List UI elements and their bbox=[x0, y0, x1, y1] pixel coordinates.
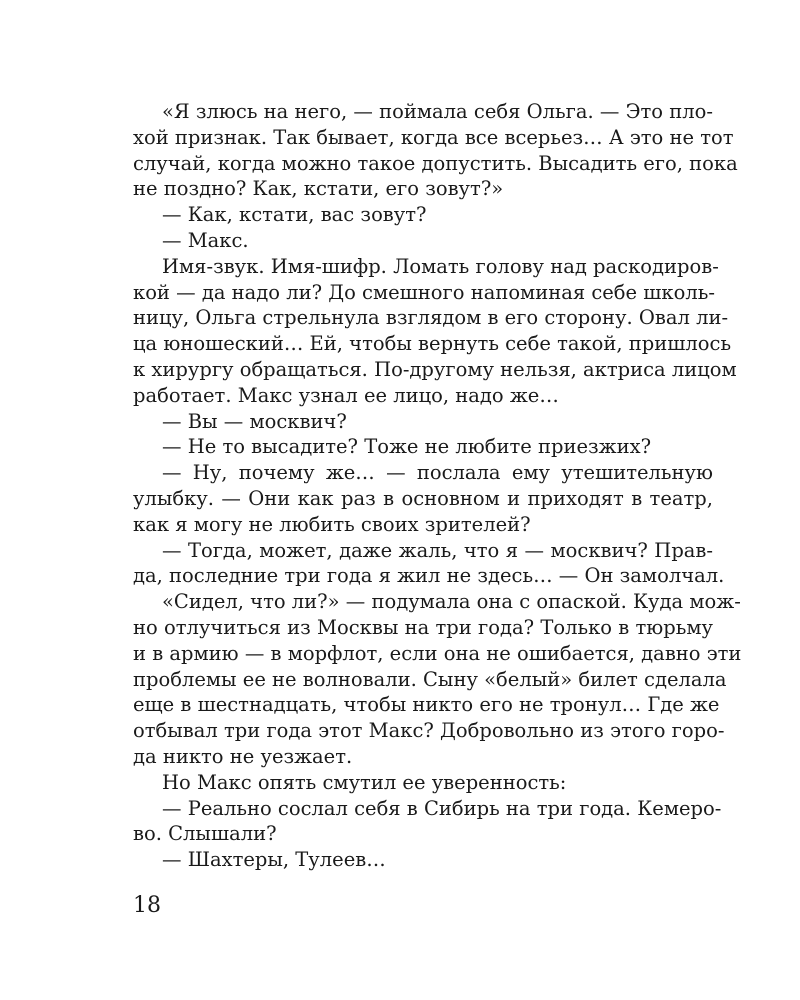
text-line: кой — да надо ли? До смешного напоминая себе школь- bbox=[133, 280, 715, 304]
page-number: 18 bbox=[133, 893, 161, 918]
text-line: — Как, кстати, вас зовут? bbox=[162, 203, 427, 227]
text-line: к хирургу обращаться. По-другому нельзя, актриса лицом bbox=[133, 357, 737, 381]
text-line: еще в шестнадцать, чтобы никто его не тронул… Где же bbox=[133, 693, 720, 717]
text-line: Имя-звук. Имя-шифр. Ломать голову над раскодиров- bbox=[162, 254, 719, 278]
text-line: улыбку. — Они как раз в основном и приходят в театр, bbox=[133, 486, 713, 510]
text-line: — Ну, почему же… — послала ему утешительную bbox=[162, 461, 713, 485]
text-line: работает. Макс узнал ее лицо, надо же… bbox=[133, 383, 559, 407]
text-line: — Шахтеры, Тулеев… bbox=[162, 848, 386, 872]
text-line: «Я злюсь на него, — поймала себя Ольга. — Это пло- bbox=[162, 100, 713, 123]
text-line: отбывал три года этот Макс? Добровольно из этого горо- bbox=[133, 719, 725, 743]
text-line: Но Макс опять смутил ее уверенность: bbox=[162, 770, 567, 794]
text-line: да, последние три года я жил не здесь… — Он замолчал. bbox=[133, 564, 725, 588]
text-line: «Сидел, что ли?» — подумала она с опаской. Куда мож- bbox=[162, 590, 741, 614]
text-line: не поздно? Как, кстати, его зовут?» bbox=[133, 177, 504, 201]
text-line: как я могу не любить своих зрителей? bbox=[133, 512, 531, 536]
text-line: — Тогда, может, даже жаль, что я — москвич? Прав- bbox=[162, 538, 713, 562]
text-line: — Макс. bbox=[162, 228, 249, 252]
text-line: и в армию — в морфлот, если она не ошибается, давно эти bbox=[133, 641, 742, 665]
text-line: ницу, Ольга стрельнула взглядом в его сторону. Овал ли- bbox=[133, 306, 729, 330]
text-line: ца юношеский… Ей, чтобы вернуть себе такой, пришлось bbox=[133, 332, 732, 356]
text-line: — Вы — москвич? bbox=[162, 409, 347, 433]
text-line: — Реально сослал себя в Сибирь на три года. Кемеро- bbox=[162, 796, 722, 820]
text-line: проблемы ее не волновали. Сыну «белый» билет сделала bbox=[133, 667, 727, 691]
text-line: во. Слышали? bbox=[133, 822, 277, 846]
text-line: но отлучиться из Москвы на три года? Только в тюрьму bbox=[133, 615, 713, 639]
body-text bbox=[133, 99, 742, 873]
text-line: — Не то высадите? Тоже не любите приезжих? bbox=[162, 435, 652, 459]
text-line: случай, когда можно такое допустить. Высадить его, пока bbox=[133, 151, 738, 175]
text-line: хой признак. Так бывает, когда все всерьез… А это не тот bbox=[133, 125, 734, 149]
text-line: да никто не уезжает. bbox=[133, 744, 353, 768]
